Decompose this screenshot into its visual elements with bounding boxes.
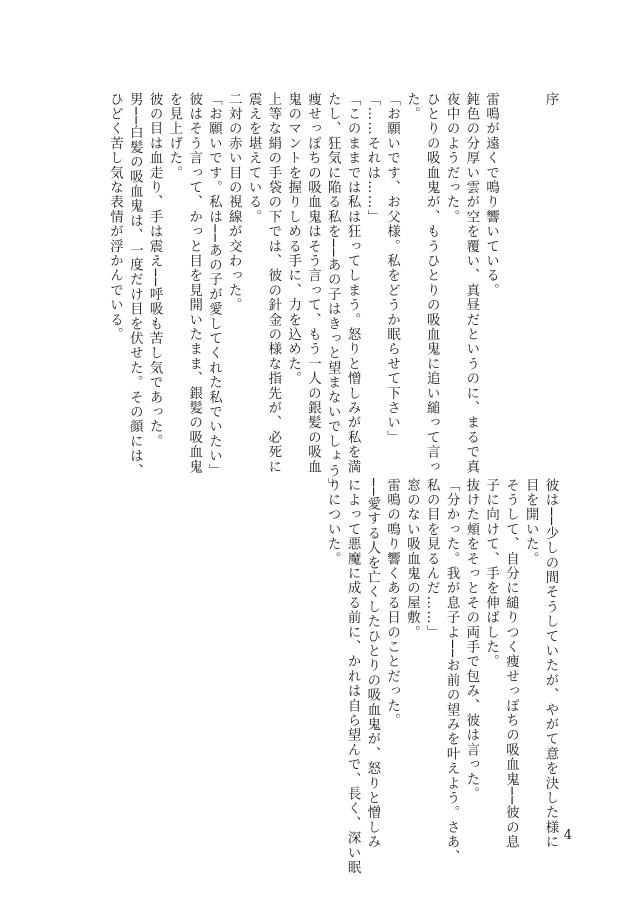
section-heading: 序 <box>543 92 558 107</box>
paragraph-line: ──愛する人を亡くしたひとりの吸血鬼が、怒りと憎しみ <box>364 478 380 850</box>
paragraph-line: 雷鳴の鳴り響くある日のことだった。 <box>384 478 400 728</box>
upper-text-block <box>105 92 560 493</box>
paragraph-line: 夜中のようだった。 <box>444 92 460 225</box>
dialogue-line: たし、狂気に陥る私を──あの子はきっと望まないでしょう」 <box>325 92 341 493</box>
paragraph-line: 二対の赤い目の視線が交わった。 <box>226 92 242 313</box>
paragraph-line: 窓のない吸血鬼の屋敷。 <box>404 478 420 640</box>
dialogue-line: 「お願いです。私は──あの子が愛してくれた私でいたい」 <box>206 92 222 479</box>
paragraph-line: 上等な絹の手袋の下では、彼の針金の様な指先が、必死に <box>265 92 281 475</box>
paragraph-line: を見上げた。 <box>166 92 182 181</box>
lower-text-block <box>322 478 560 875</box>
dialogue-line: 「このままでは私は狂ってしまう。怒りと憎しみが私を満 <box>345 92 361 475</box>
dialogue-line: 「お願いです、お父様。私をどうか眠らせて下さい」 <box>384 92 400 445</box>
paragraph-line: 彼は──少しの間そうしていたが、やがて意を決した様に <box>543 478 558 850</box>
paragraph-line: 男──白髪の吸血鬼は、一度だけ目を伏せた。その顔には、 <box>127 92 143 479</box>
dialogue-line: 私の目を見るんだ……」 <box>424 478 440 640</box>
paragraph-line: 震えを堪えている。 <box>246 92 262 225</box>
dialogue-line: 「分かった。我が息子よ──お前の望みを叶えよう。さあ、 <box>444 478 460 865</box>
heading-spacer <box>520 92 540 452</box>
paragraph-line: 鈍色の分厚い雲が空を覆い、真昼だというのに、まるで真 <box>463 92 479 475</box>
paragraph-line: 鬼のマントを握りしめる手に、力を込めた。 <box>285 92 301 386</box>
paragraph-line: 子に向けて、手を伸ばした。 <box>483 478 499 670</box>
paragraph-line: 痩せっぽちの吸血鬼はそう言って、もう一人の銀髪の吸血 <box>305 92 321 475</box>
paragraph-line: 彼はそう言って、かっと目を見開いたまま、銀髪の吸血鬼 <box>186 92 202 475</box>
paragraph-line: 目を開いた。 <box>523 478 539 567</box>
paragraph-line: 彼の目は血走り、手は震え──呼吸も苦し気であった。 <box>147 92 163 449</box>
paragraph-line: た。 <box>404 92 420 122</box>
paragraph-line: ひどく苦し気な表情が浮かんでいる。 <box>107 92 123 342</box>
dialogue-line: 「……それは……」 <box>364 92 380 225</box>
heading-spacer-2 <box>501 92 521 452</box>
paragraph-line: 雷鳴が遠くで鳴り響いている。 <box>483 92 499 298</box>
paragraph-line: ひとりの吸血鬼が、もうひとりの吸血鬼に追い縋って言っ <box>424 92 440 475</box>
paragraph-line: によって悪魔に成る前に、かれは自ら望んで、長く、深い眠 <box>345 478 361 875</box>
page-number: 4 <box>563 828 572 843</box>
paragraph-line: りについた。 <box>325 478 341 567</box>
paragraph-line: 抜けた頬をそっとその両手で包み、彼は言った。 <box>463 478 479 802</box>
paragraph-line: そうして、自分に縋りつく痩せっぽちの吸血鬼──彼の息 <box>503 478 519 850</box>
